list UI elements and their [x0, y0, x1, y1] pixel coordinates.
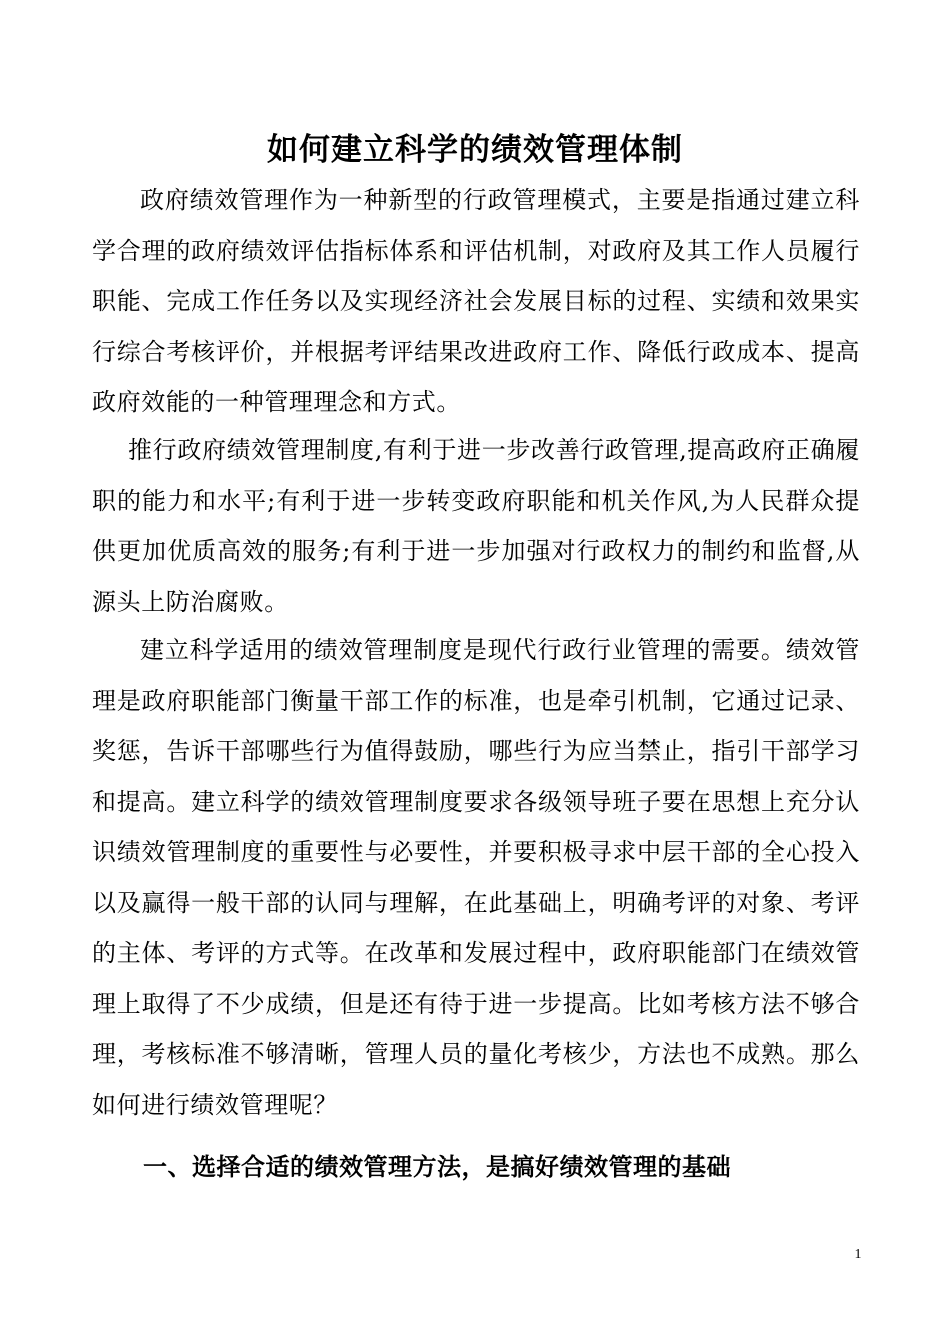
section-heading: 一、选择合适的绩效管理方法，是搞好绩效管理的基础 [143, 1152, 731, 1181]
paragraph-intro: 政府绩效管理作为一种新型的行政管理模式，主要是指通过建立科学合理的政府绩效评估指标体系和评估机制，对政府及其工作人员履行职能、完成工作任务以及实现经济社会发展目标的过程、实绩和效果实行综合考核评价，并根据考评结果改进政府工作、降低行政成本、提高政府效能的一种管理理念和方式。 [92, 186, 860, 416]
page-number: 1 [854, 1247, 862, 1262]
document-title: 如何建立科学的绩效管理体制 [267, 132, 683, 168]
paragraph-establishment: 建立科学适用的绩效管理制度是现代行政行业管理的需要。绩效管理是政府职能部门衡量干部工作的标准，也是牵引机制，它通过记录、奖惩，告诉干部哪些行为值得鼓励，哪些行为应当禁止，指引干部学习和提高。建立科学的绩效管理制度要求各级领导班子要在思想上充分认识绩效管理制度的重要性与必要性，并要积极寻求中层干部的全心投入以及赢得一般干部的认同与理解，在此基础上，明确考评的对象、考评的主体、考评的方式等。在改革和发展过程中，政府职能部门在绩效管理上取得了不少成绩，但是还有待于进一步提高。比如考核方法不够合理，考核标准不够清晰，管理人员的量化考核少，方法也不成熟。那么如何进行绩效管理呢？ [92, 636, 860, 1119]
paragraph-benefits: 推行政府绩效管理制度,有利于进一步改善行政管理,提高政府正确履职的能力和水平;有利于进一步转变政府职能和机关作风,为人民群众提供更加优质高效的服务;有利于进一步加强对行政权力的制约和监督,从源头上防治腐败。 [92, 436, 860, 616]
